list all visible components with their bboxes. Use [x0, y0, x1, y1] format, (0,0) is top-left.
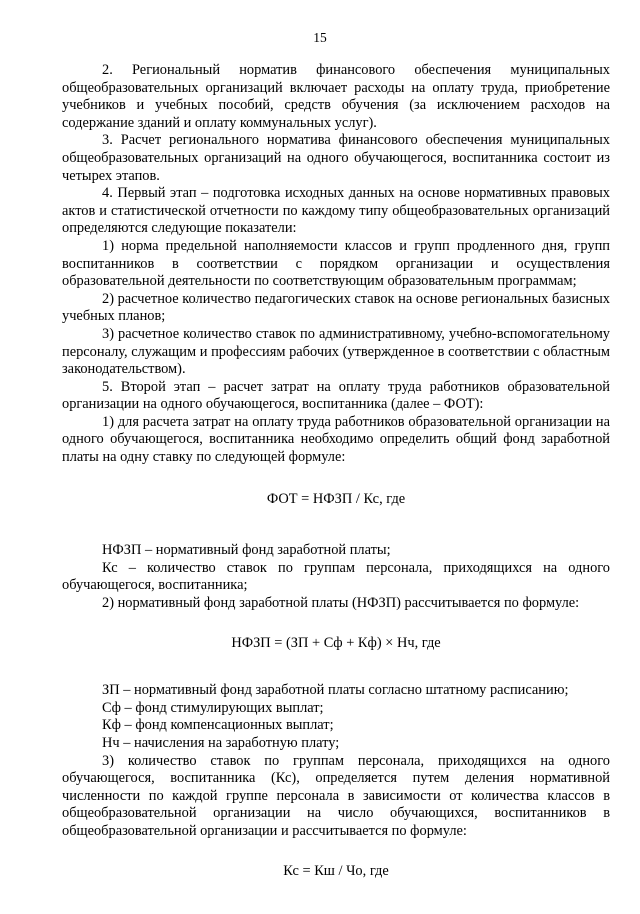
paragraph-4: 4. Первый этап – подготовка исходных данных на основе нормативных правовых актов и статистической отчетности по каждому типу общеобразовательных организаций определяются следующие показатели: — [62, 185, 610, 237]
list-item-5-1: 1) для расчета затрат на оплату труда работников образовательной организации на одного обучающегося, воспитанника необходимо определить общий фонд заработной платы на одну ставку по следующей формуле: — [62, 413, 610, 466]
paragraph-3: 3. Расчет регионального норматива финансового обеспечения муниципальных общеобразовательных организаций на одного обучающегося, воспитанника состоит из четырех этапов. — [62, 132, 610, 184]
list-item-4-3: 3) расчетное количество ставок по административному, учебно-вспомогательному персоналу, служащим и профессиям рабочих (утвержденное в соответствии с областным законодательством). — [62, 325, 610, 378]
paragraph-2: 2. Региональный норматив финансового обеспечения муниципальных общеобразовательных организаций включает расходы на оплату труда, приобретение учебников и учебных пособий, средств обучения (за исключением расходов на содержание зданий и оплату коммунальных услуг). — [62, 62, 610, 131]
list-item-5-3: 3) количество ставок по группам персонала, приходящихся на одного обучающегося, воспитанника (Кс), определяется путем деления нормативной численности по каждой группе персонала в зависимости от количества классов в общеобразовательной организации на число обучающихся, воспитанников в общеобразовательной организации и рассчитывается по формуле: — [62, 752, 610, 839]
definition-nch: Нч – начисления на заработную плату; — [102, 735, 340, 751]
definition-kf: Кф – фонд компенсационных выплат; — [102, 717, 334, 734]
page-number: 15 — [313, 30, 327, 45]
formula-ks: Кс = Кш / Чо, где — [283, 862, 389, 879]
list-item-5-2: 2) нормативный фонд заработной платы (НФЗП) рассчитывается по формуле: — [102, 595, 580, 612]
paragraph-5: 5. Второй этап – расчет затрат на оплату труда работников образовательной организации на одного обучающегося, воспитанника (далее – ФОТ): — [62, 378, 610, 413]
document-body — [62, 62, 610, 914]
formula-fot: ФОТ = НФЗП / Кс, где — [266, 490, 406, 507]
list-item-4-2: 2) расчетное количество педагогических ставок на основе региональных базисных учебных планов; — [62, 290, 610, 325]
definition-ks: Кс – количество ставок по группам персонала, приходящихся на одного обучающегося, воспитанника; — [62, 559, 610, 594]
definition-sf: Сф – фонд стимулирующих выплат; — [102, 699, 324, 716]
definition-zp: ЗП – нормативный фонд заработной платы согласно штатному расписанию; — [102, 682, 569, 699]
definition-nfzp: НФЗП – нормативный фонд заработной платы; — [102, 542, 391, 559]
formula-nfzp: НФЗП = (ЗП + Сф + Кф) × Нч, где — [231, 634, 441, 651]
list-item-4-1: 1) норма предельной наполняемости классов и групп продленного дня, групп воспитанников в соответствии с порядком организации и осуществления образовательной деятельности по соответствующим образовательным программам; — [62, 237, 610, 290]
